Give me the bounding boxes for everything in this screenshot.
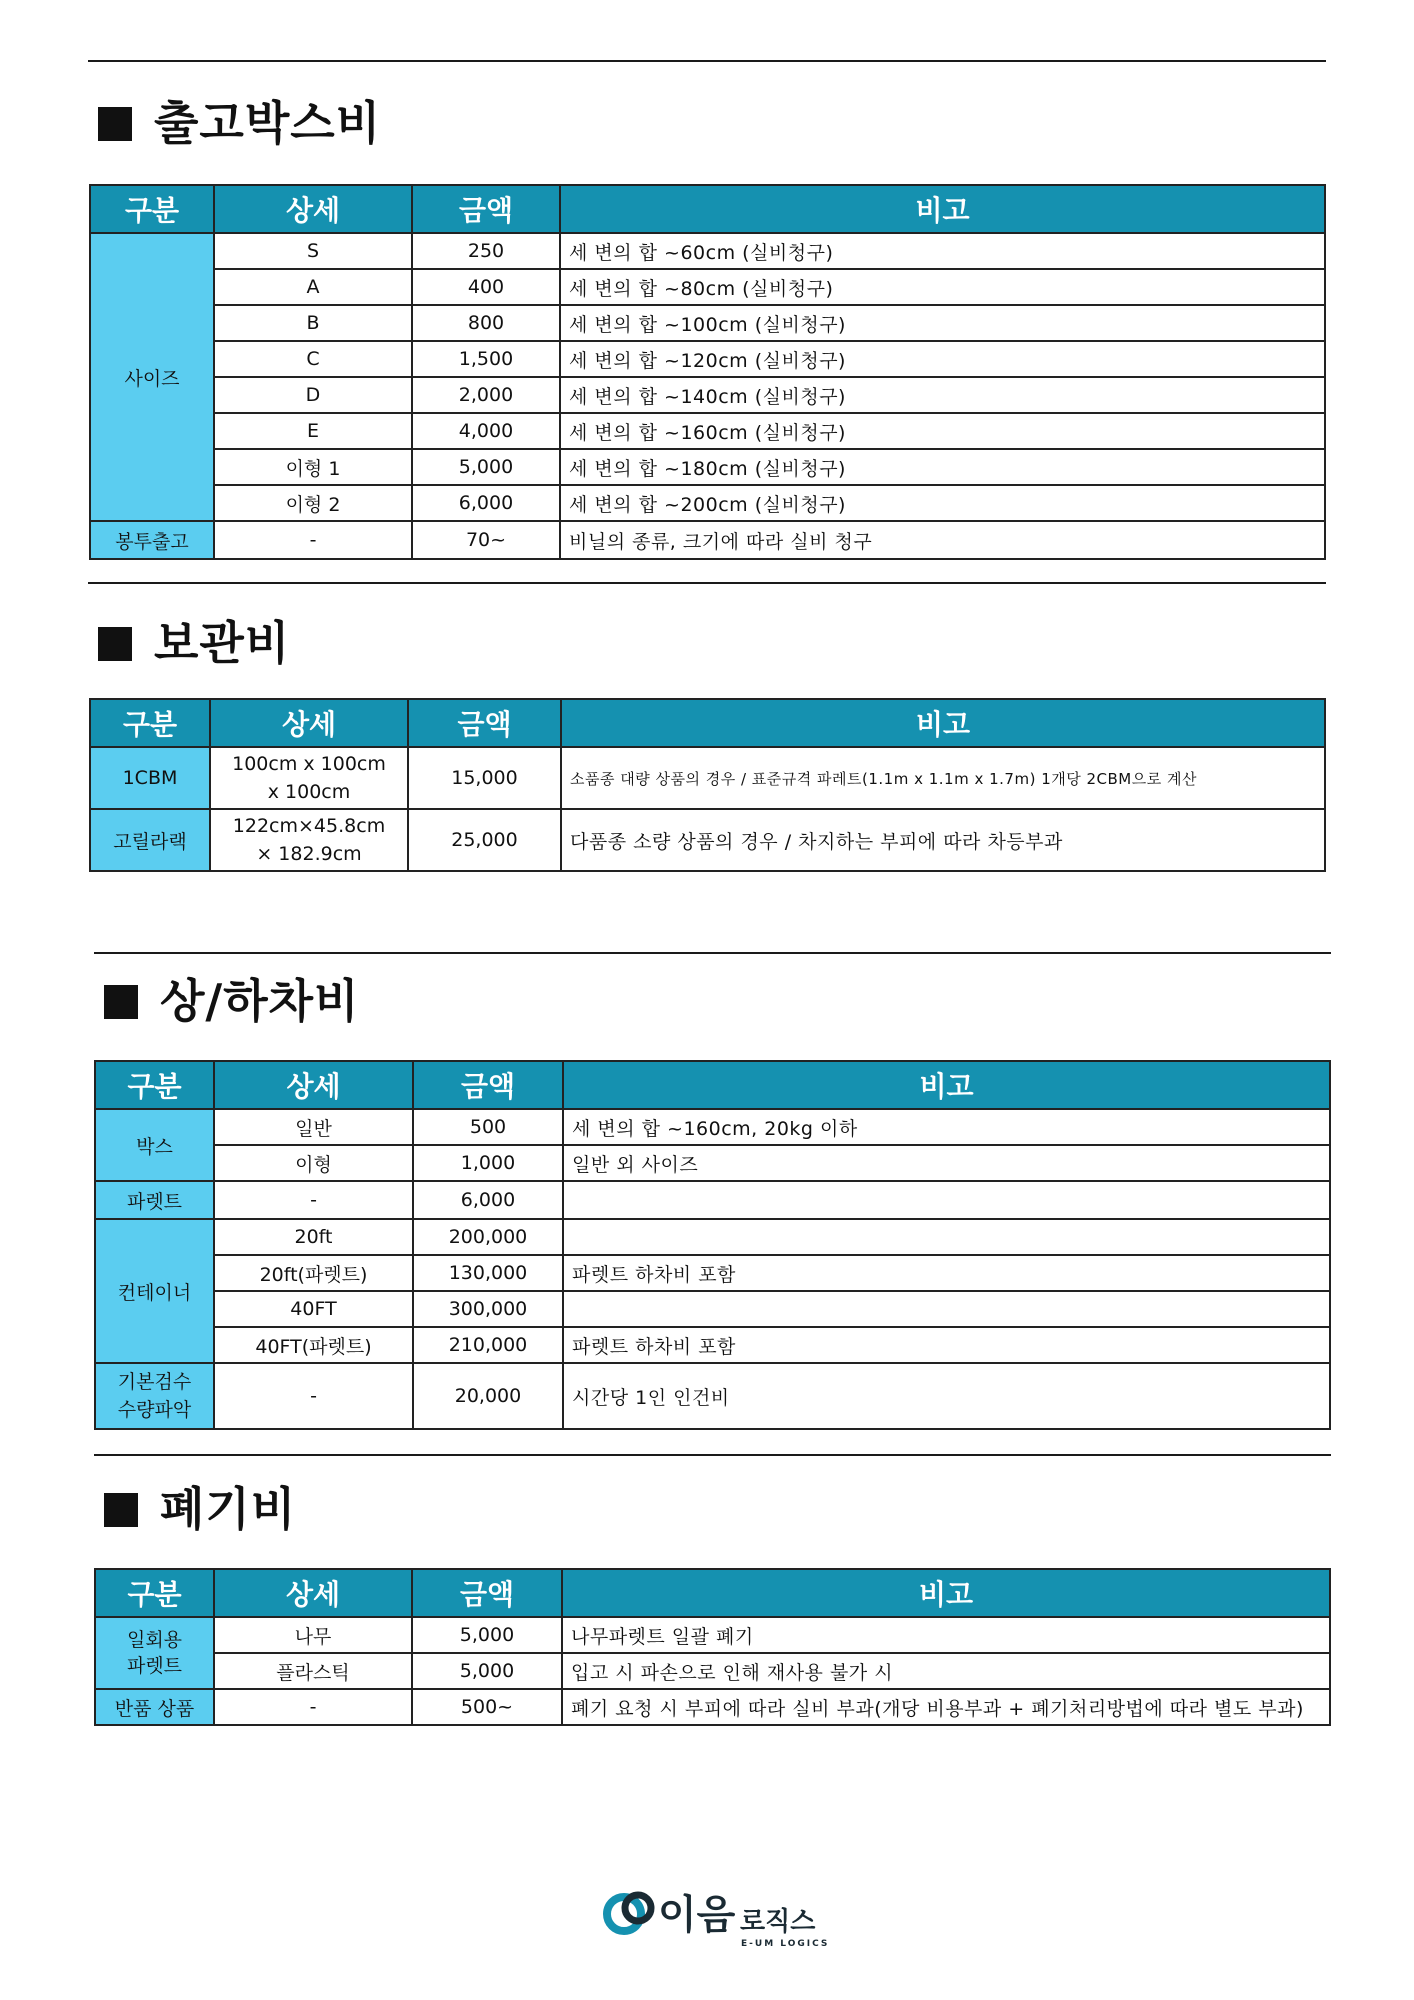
note-cell: 폐기 요청 시 부피에 따라 실비 부과(개당 비용부과 + 폐기처리방법에 따라 별도 부과) xyxy=(562,1689,1330,1725)
detail-cell: A xyxy=(214,269,412,305)
detail-cell: - xyxy=(214,1363,413,1429)
table-row xyxy=(95,1689,1330,1725)
box-fee-table xyxy=(89,184,1326,560)
section-title-storage: 보관비 xyxy=(98,620,290,666)
note-cell: 다품종 소량 상품의 경우 / 차지하는 부피에 따라 차등부과 xyxy=(561,809,1325,871)
table-row xyxy=(95,1363,1330,1429)
note-cell: 나무파렛트 일괄 폐기 xyxy=(562,1617,1330,1653)
detail-cell: S xyxy=(214,233,412,269)
table-header-row xyxy=(90,699,1325,747)
detail-cell: 이형 2 xyxy=(214,485,412,521)
table-row xyxy=(95,1617,1330,1653)
amount-cell: 200,000 xyxy=(413,1219,563,1255)
detail-cell: 이형 xyxy=(214,1145,413,1181)
category-cell: 봉투출고 xyxy=(90,521,214,559)
amount-cell: 20,000 xyxy=(413,1363,563,1429)
logo-mark-icon xyxy=(600,1878,830,1958)
header-category: 구분 xyxy=(90,185,214,233)
amount-cell: 1,000 xyxy=(413,1145,563,1181)
section-title-disposal: 폐기비 xyxy=(104,1486,296,1532)
category-cell: 1CBM xyxy=(90,747,210,809)
amount-cell: 250 xyxy=(412,233,560,269)
note-cell: 세 변의 합 ~160cm, 20kg 이하 xyxy=(563,1109,1330,1145)
detail-cell: 이형 1 xyxy=(214,449,412,485)
table-row xyxy=(95,1653,1330,1689)
table-row xyxy=(90,233,1325,269)
amount-cell: 500 xyxy=(413,1109,563,1145)
detail-cell: 40FT(파렛트) xyxy=(214,1327,413,1363)
note-cell: 세 변의 합 ~180cm (실비청구) xyxy=(560,449,1325,485)
header-amount: 금액 xyxy=(412,185,560,233)
detail-cell: - xyxy=(214,521,412,559)
note-cell: 입고 시 파손으로 인해 재사용 불가 시 xyxy=(562,1653,1330,1689)
note-cell xyxy=(563,1291,1330,1327)
header-amount: 금액 xyxy=(412,1569,562,1617)
note-cell: 세 변의 합 ~60cm (실비청구) xyxy=(560,233,1325,269)
table-header-row xyxy=(90,185,1325,233)
detail-cell: 플라스틱 xyxy=(214,1653,412,1689)
note-cell xyxy=(563,1181,1330,1219)
note-cell: 세 변의 합 ~80cm (실비청구) xyxy=(560,269,1325,305)
category-line: 파렛트 xyxy=(126,1655,183,1677)
table-row xyxy=(90,413,1325,449)
amount-cell: 5,000 xyxy=(412,449,560,485)
note-cell: 소품종 대량 상품의 경우 / 표준규격 파레트(1.1m x 1.1m x 1.7m) 1개당 2CBM으로 계산 xyxy=(561,747,1325,809)
detail-cell: 나무 xyxy=(214,1617,412,1653)
header-detail: 상세 xyxy=(214,1061,413,1109)
amount-cell: 130,000 xyxy=(413,1255,563,1291)
amount-cell: 5,000 xyxy=(412,1617,562,1653)
header-note: 비고 xyxy=(563,1061,1330,1109)
category-line: 일회용 xyxy=(126,1629,183,1651)
note-cell: 비닐의 종류, 크기에 따라 실비 청구 xyxy=(560,521,1325,559)
note-cell: 세 변의 합 ~160cm (실비청구) xyxy=(560,413,1325,449)
table-row xyxy=(90,377,1325,413)
note-cell: 시간당 1인 인건비 xyxy=(563,1363,1330,1429)
header-amount: 금액 xyxy=(413,1061,563,1109)
detail-cell: 100cm x 100cm x 100cm xyxy=(210,747,408,809)
logo-brand-en: E-UM LOGICS xyxy=(741,1939,830,1949)
square-bullet-icon xyxy=(104,1493,138,1527)
square-bullet-icon xyxy=(104,985,138,1019)
company-logo xyxy=(600,1878,830,1958)
table-row xyxy=(90,449,1325,485)
detail-cell: B xyxy=(214,305,412,341)
detail-cell: 일반 xyxy=(214,1109,413,1145)
logo-mark-text: 이음 xyxy=(658,1892,736,1938)
table-row xyxy=(90,521,1325,559)
detail-cell: E xyxy=(214,413,412,449)
table-row xyxy=(95,1255,1330,1291)
category-cell: 파렛트 xyxy=(95,1181,214,1219)
detail-cell: D xyxy=(214,377,412,413)
section-title-loading: 상/하차비 xyxy=(104,978,360,1024)
section-divider xyxy=(88,60,1326,62)
table-row xyxy=(90,269,1325,305)
amount-cell: 1,500 xyxy=(412,341,560,377)
section-divider xyxy=(88,582,1326,584)
detail-cell: 40FT xyxy=(214,1291,413,1327)
category-cell: 컨테이너 xyxy=(95,1219,214,1363)
header-category: 구분 xyxy=(90,699,210,747)
category-cell: 반품 상품 xyxy=(95,1689,214,1725)
amount-cell: 400 xyxy=(412,269,560,305)
amount-cell: 5,000 xyxy=(412,1653,562,1689)
detail-cell: - xyxy=(214,1689,412,1725)
note-cell: 세 변의 합 ~140cm (실비청구) xyxy=(560,377,1325,413)
header-amount: 금액 xyxy=(408,699,561,747)
header-category: 구분 xyxy=(95,1061,214,1109)
note-cell: 파렛트 하차비 포함 xyxy=(563,1255,1330,1291)
note-cell: 일반 외 사이즈 xyxy=(563,1145,1330,1181)
amount-cell: 500~ xyxy=(412,1689,562,1725)
note-cell: 세 변의 합 ~200cm (실비청구) xyxy=(560,485,1325,521)
table-row xyxy=(90,341,1325,377)
amount-cell: 15,000 xyxy=(408,747,561,809)
amount-cell: 300,000 xyxy=(413,1291,563,1327)
table-row xyxy=(90,809,1325,871)
header-note: 비고 xyxy=(561,699,1325,747)
amount-cell: 800 xyxy=(412,305,560,341)
detail-cell: C xyxy=(214,341,412,377)
category-cell: 고릴라랙 xyxy=(90,809,210,871)
header-note: 비고 xyxy=(562,1569,1330,1617)
header-detail: 상세 xyxy=(214,1569,412,1617)
square-bullet-icon xyxy=(98,627,132,661)
amount-cell: 6,000 xyxy=(413,1181,563,1219)
square-bullet-icon xyxy=(98,107,132,141)
category-cell xyxy=(95,1363,214,1429)
amount-cell: 4,000 xyxy=(412,413,560,449)
amount-cell: 25,000 xyxy=(408,809,561,871)
detail-cell: 20ft(파렛트) xyxy=(214,1255,413,1291)
detail-cell: - xyxy=(214,1181,413,1219)
loading-fee-table xyxy=(94,1060,1331,1430)
storage-fee-table xyxy=(89,698,1326,872)
table-row xyxy=(90,485,1325,521)
note-cell xyxy=(563,1219,1330,1255)
header-detail: 상세 xyxy=(210,699,408,747)
section-divider xyxy=(94,952,1331,954)
category-cell: 박스 xyxy=(95,1109,214,1181)
header-detail: 상세 xyxy=(214,185,412,233)
note-cell: 파렛트 하차비 포함 xyxy=(563,1327,1330,1363)
section-title-box: 출고박스비 xyxy=(98,100,381,146)
category-cell xyxy=(95,1617,214,1689)
table-header-row xyxy=(95,1569,1330,1617)
section-divider xyxy=(94,1454,1331,1456)
category-line: 수량파악 xyxy=(117,1399,192,1421)
category-cell: 사이즈 xyxy=(90,233,214,521)
table-row xyxy=(95,1181,1330,1219)
table-row xyxy=(95,1145,1330,1181)
table-header-row xyxy=(95,1061,1330,1109)
header-note: 비고 xyxy=(560,185,1325,233)
detail-cell: 122cm×45.8cm × 182.9cm xyxy=(210,809,408,871)
category-line: 기본검수 xyxy=(117,1371,192,1393)
amount-cell: 2,000 xyxy=(412,377,560,413)
table-row xyxy=(95,1327,1330,1363)
amount-cell: 6,000 xyxy=(412,485,560,521)
detail-cell: 20ft xyxy=(214,1219,413,1255)
amount-cell: 70~ xyxy=(412,521,560,559)
table-row xyxy=(95,1109,1330,1145)
disposal-fee-table xyxy=(94,1568,1331,1726)
table-row xyxy=(90,747,1325,809)
header-category: 구분 xyxy=(95,1569,214,1617)
table-row xyxy=(90,305,1325,341)
logo-brand-ko: 로직스 xyxy=(740,1907,816,1937)
table-row xyxy=(95,1291,1330,1327)
amount-cell: 210,000 xyxy=(413,1327,563,1363)
table-row xyxy=(95,1219,1330,1255)
note-cell: 세 변의 합 ~120cm (실비청구) xyxy=(560,341,1325,377)
note-cell: 세 변의 합 ~100cm (실비청구) xyxy=(560,305,1325,341)
